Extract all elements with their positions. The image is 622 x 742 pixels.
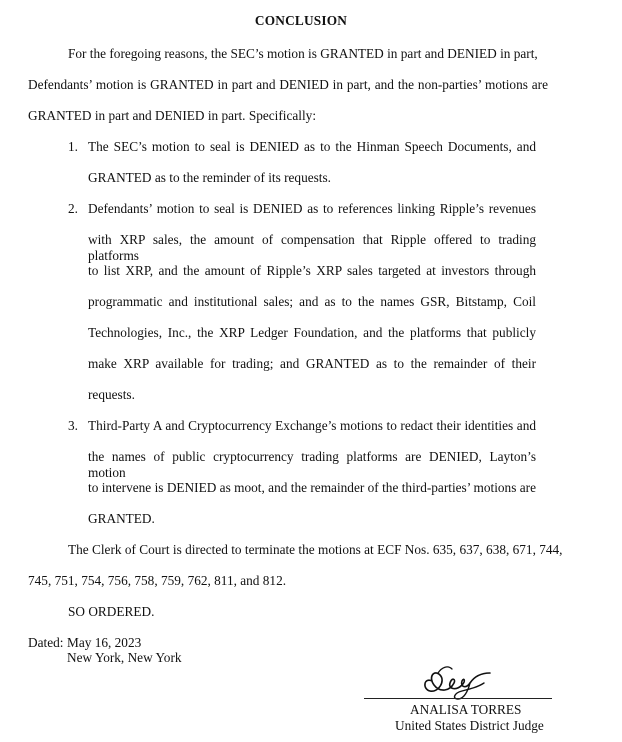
item-3-line-3: to intervene is DENIED as moot, and the remainder of the third-parties’ motions are [88,480,536,495]
item-2-line-6: make XRP available for trading; and GRANTED as to the remainder of their [88,356,536,371]
item-3-number: 3. [68,418,78,433]
so-ordered: SO ORDERED. [68,604,155,619]
intro-line-3: GRANTED in part and DENIED in part. Specifically: [28,108,317,123]
item-2-line-2: with XRP sales, the amount of compensation that Ripple offered to trading platforms [88,232,536,263]
item-3-line-1: Third-Party A and Cryptocurrency Exchange’s motions to redact their identities and [88,418,536,433]
intro-line-1: For the foregoing reasons, the SEC’s motion is GRANTED in part and DENIED in part, [68,46,538,61]
item-3-line-2: the names of public cryptocurrency trading platforms are DENIED, Layton’s motion [88,449,536,480]
item-3-line-4: GRANTED. [88,511,155,526]
dated-date: May 16, 2023 [67,635,142,650]
clerk-line-2: 745, 751, 754, 756, 758, 759, 762, 811, and 812. [28,573,287,588]
dated-place: New York, New York [67,650,182,665]
item-2-number: 2. [68,201,78,216]
item-1-line-1: The SEC’s motion to seal is DENIED as to the Hinman Speech Documents, and [88,139,536,154]
item-2-line-1: Defendants’ motion to seal is DENIED as to references linking Ripple’s revenues [88,201,536,216]
item-2-line-5: Technologies, Inc., the XRP Ledger Foundation, and the platforms that publicly [88,325,536,340]
signature-line [364,698,552,699]
dated-label: Dated: [28,635,64,650]
clerk-line-1: The Clerk of Court is directed to terminate the motions at ECF Nos. 635, 637, 638, 671, 744, [68,542,563,557]
item-2-line-7: requests. [88,387,135,402]
item-1-number: 1. [68,139,78,154]
judge-name: ANALISA TORRES [410,702,522,717]
handwritten-signature [418,655,498,701]
item-2-line-4: programmatic and institutional sales; and as to the names GSR, Bitstamp, Coil [88,294,536,309]
conclusion-heading: CONCLUSION [254,13,348,28]
item-1-line-2: GRANTED as to the reminder of its requests. [88,170,331,185]
item-2-line-3: to list XRP, and the amount of Ripple’s XRP sales targeted at investors through [88,263,536,278]
intro-line-2: Defendants’ motion is GRANTED in part and DENIED in part, and the non-parties’ motions are [28,77,548,92]
judge-title: United States District Judge [395,718,544,733]
